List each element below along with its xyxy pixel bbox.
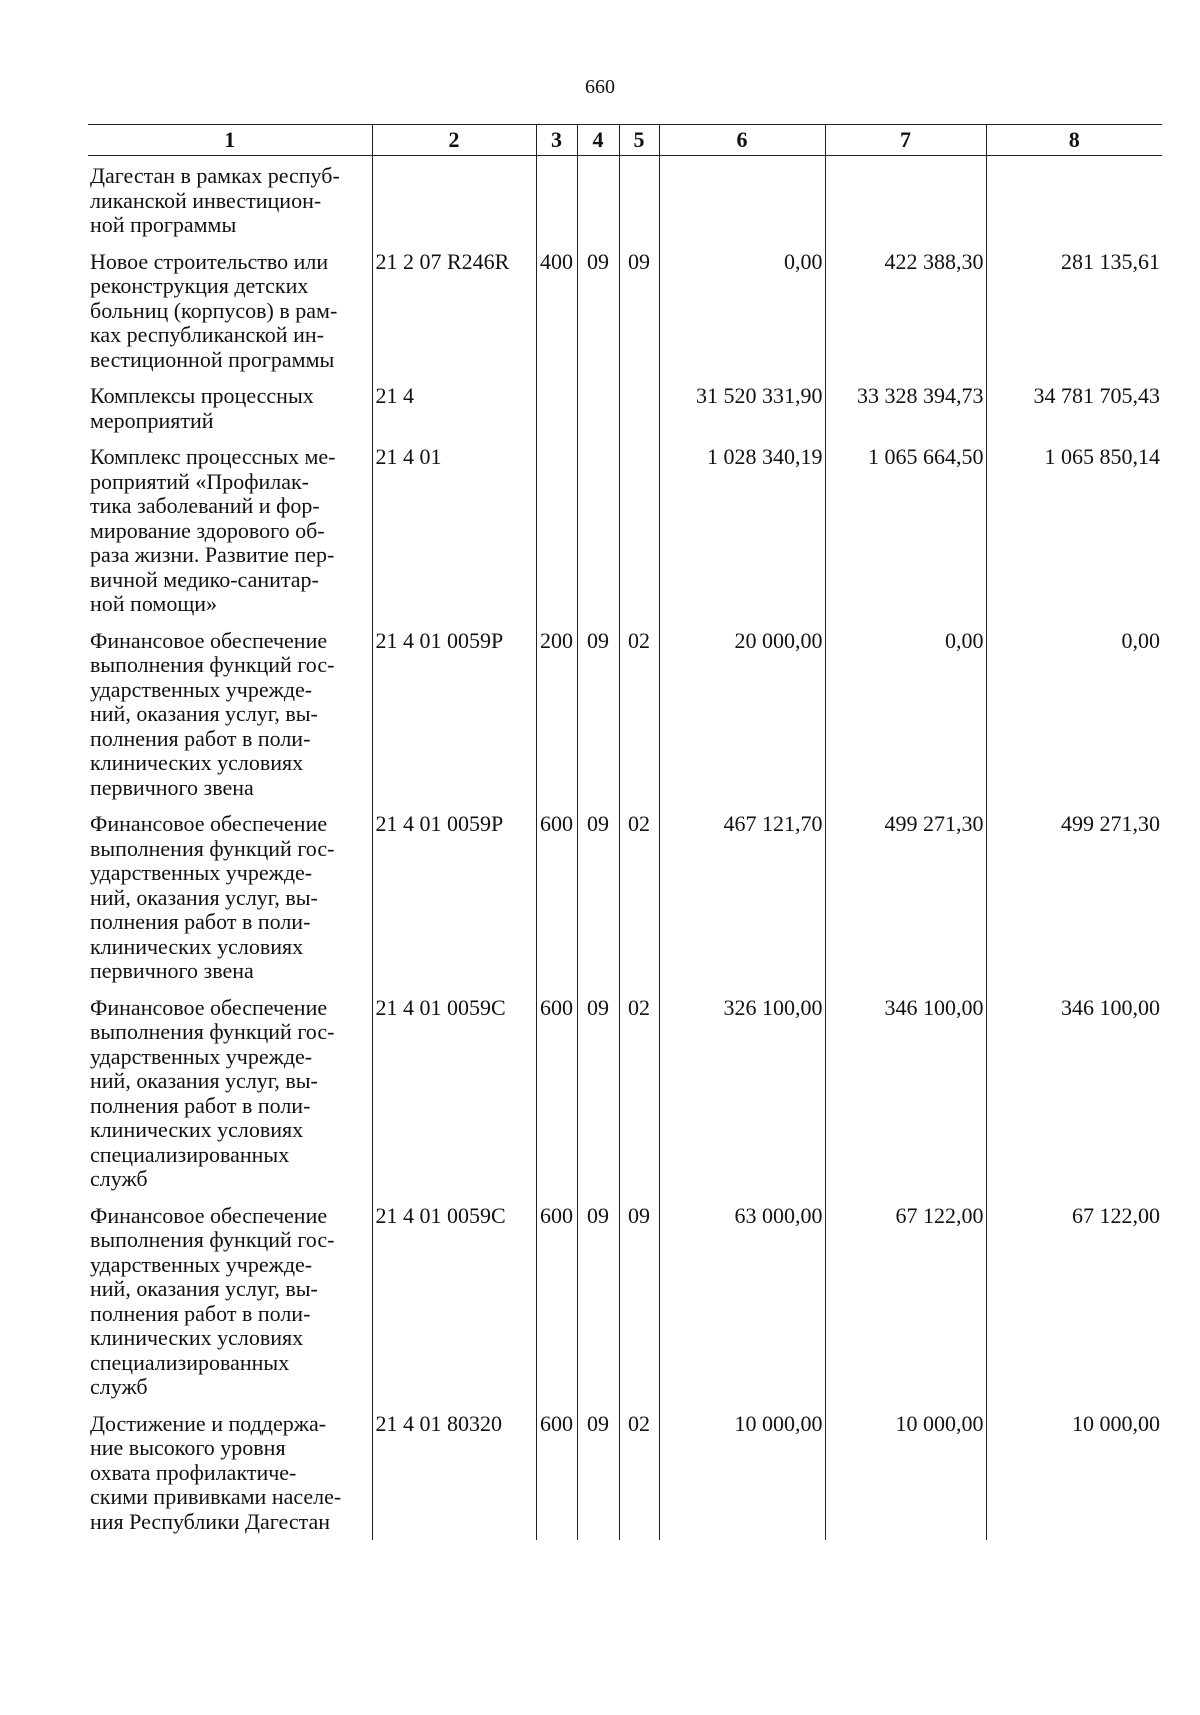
item-name-line: клинических условиях [90,750,304,775]
expense-type-code: 600 [536,1198,577,1406]
item-name-line: роприятий «Профилак- [90,468,310,494]
item-name-line: охвата профилактиче- [90,1459,297,1485]
column-header-6: 6 [659,125,825,156]
item-name-line: Дагестан в рамках респуб- [90,163,340,188]
classification-code: 21 2 07 R246R [372,244,536,379]
item-name-line: ний, оказания услуг, вы- [90,884,318,910]
item-name-line: ударственных учрежде- [90,676,313,702]
item-name-line: специализированных [90,1141,290,1167]
item-name-line: ударственных учрежде- [90,1251,313,1277]
expense-type-code: 200 [536,623,577,807]
item-name-line: тика заболеваний и фор- [90,493,320,518]
subsection-code: 09 [619,1198,659,1406]
item-name [88,378,372,439]
item-name-line: ках республиканской ин- [90,322,324,347]
subsection-code: 09 [619,244,659,379]
item-name-line: клинических условиях [90,933,304,959]
classification-code: 21 4 01 0059C [372,1198,536,1406]
table-row [88,1198,1162,1406]
item-name-line: первичного звена [90,774,254,800]
item-name-line: служб [90,1166,148,1191]
classification-code: 21 4 01 [372,439,536,623]
item-name-line: первичного звена [90,958,254,983]
classification-code: 21 4 01 0059P [372,806,536,990]
section-code: 09 [577,244,619,379]
expense-type-code: 400 [536,244,577,379]
amount-col-6: 10 000,00 [659,1406,825,1541]
item-name [88,806,372,990]
item-name [88,156,372,244]
item-name [88,244,372,379]
column-header-4: 4 [577,125,619,156]
item-name-line: специализированных [90,1349,290,1375]
item-name-line: Комплексы процессных [90,383,314,408]
expense-type-code [536,156,577,244]
section-code: 09 [577,990,619,1198]
section-code: 09 [577,806,619,990]
table-row [88,378,1162,439]
section-code: 09 [577,1198,619,1406]
item-name-line: ния Республики Дагестан [90,1508,331,1534]
item-name-line: скими прививками населе- [90,1484,342,1509]
column-header-1: 1 [88,125,372,156]
column-header-5: 5 [619,125,659,156]
amount-col-6: 31 520 331,90 [659,378,825,439]
amount-col-7 [825,156,986,244]
item-name-line: полнения работ в поли- [90,1300,311,1326]
amount-col-8: 281 135,61 [986,244,1162,379]
expense-type-code: 600 [536,806,577,990]
amount-col-7: 10 000,00 [825,1406,986,1541]
subsection-code: 02 [619,623,659,807]
item-name-line: служб [90,1374,148,1399]
item-name-line: ударственных учрежде- [90,860,313,885]
table-row [88,1406,1162,1541]
amount-col-8: 499 271,30 [986,806,1162,990]
item-name-line: ликанской инвестицион- [90,187,322,213]
column-header-8: 8 [986,125,1162,156]
item-name-line: выполнения функций гос- [90,1019,335,1044]
item-name-line: выполнения функций гос- [90,1227,335,1252]
item-name [88,990,372,1198]
item-name-line: Финансовое обеспечение [90,627,328,653]
expense-type-code: 600 [536,1406,577,1541]
amount-col-8: 346 100,00 [986,990,1162,1198]
classification-code: 21 4 01 0059C [372,990,536,1198]
amount-col-6: 467 121,70 [659,806,825,990]
table-row [88,244,1162,379]
amount-col-8: 1 065 850,14 [986,439,1162,623]
item-name [88,623,372,807]
item-name-line: ной помощи» [90,591,218,616]
item-name-line: полнения работ в поли- [90,909,311,934]
item-name-line: выполнения функций гос- [90,652,335,677]
table-row [88,156,1162,244]
item-name [88,1198,372,1406]
amount-col-8: 10 000,00 [986,1406,1162,1541]
classification-code: 21 4 [372,378,536,439]
item-name-line: Новое строительство или [90,248,329,274]
amount-col-6: 1 028 340,19 [659,439,825,623]
item-name-line: ударственных учрежде- [90,1043,313,1069]
section-code [577,439,619,623]
item-name-line: Финансовое обеспечение [90,811,328,836]
item-name-line: полнения работ в поли- [90,1092,311,1118]
expense-type-code [536,378,577,439]
item-name-line: Достижение и поддержа- [90,1410,327,1436]
item-name [88,1406,372,1541]
page-number: 660 [585,76,615,98]
amount-col-7: 422 388,30 [825,244,986,379]
item-name [88,439,372,623]
item-name-line: больниц (корпусов) в рам- [90,297,338,323]
item-name-line: ний, оказания услуг, вы- [90,1276,318,1301]
item-name-line: Финансовое обеспечение [90,994,328,1020]
amount-col-7: 33 328 394,73 [825,378,986,439]
item-name-line: мирование здорового об- [90,517,325,543]
amount-col-6: 63 000,00 [659,1198,825,1406]
subsection-code [619,378,659,439]
column-header-7: 7 [825,125,986,156]
budget-table [88,124,1162,1540]
amount-col-8: 0,00 [986,623,1162,807]
section-code [577,156,619,244]
item-name-line: Комплекс процессных ме- [90,444,336,469]
amount-col-7: 0,00 [825,623,986,807]
table-row [88,439,1162,623]
subsection-code: 02 [619,1406,659,1541]
item-name-line: полнения работ в поли- [90,725,311,751]
subsection-code: 02 [619,990,659,1198]
amount-col-8 [986,156,1162,244]
amount-col-6: 20 000,00 [659,623,825,807]
item-name-line: Финансовое обеспечение [90,1202,328,1228]
amount-col-6: 326 100,00 [659,990,825,1198]
item-name-line: ний, оказания услуг, вы- [90,1068,318,1093]
amount-col-7: 346 100,00 [825,990,986,1198]
item-name-line: раза жизни. Развитие пер- [90,542,335,567]
classification-code: 21 4 01 80320 [372,1406,536,1541]
item-name-line: вестиционной программы [90,346,335,372]
amount-col-7: 1 065 664,50 [825,439,986,623]
section-code: 09 [577,623,619,807]
table-row [88,806,1162,990]
classification-code: 21 4 01 0059P [372,623,536,807]
item-name-line: вичной медико-санитар- [90,566,319,592]
table-row [88,623,1162,807]
expense-type-code [536,439,577,623]
item-name-line: ной программы [90,212,237,237]
item-name-line: реконструкция детских [90,273,309,298]
table-row [88,990,1162,1198]
amount-col-6: 0,00 [659,244,825,379]
amount-col-8: 67 122,00 [986,1198,1162,1406]
classification-code [372,156,536,244]
table-body [88,156,1162,1541]
item-name-line: клинических условиях [90,1325,304,1350]
column-header-2: 2 [372,125,536,156]
amount-col-8: 34 781 705,43 [986,378,1162,439]
subsection-code [619,439,659,623]
section-code: 09 [577,1406,619,1541]
amount-col-6 [659,156,825,244]
item-name-line: клинических условиях [90,1117,304,1142]
item-name-line: выполнения функций гос- [90,835,335,861]
column-header-3: 3 [536,125,577,156]
section-code [577,378,619,439]
amount-col-7: 499 271,30 [825,806,986,990]
subsection-code [619,156,659,244]
item-name-line: мероприятий [90,407,214,433]
item-name-line: ний, оказания услуг, вы- [90,701,318,726]
table-header-row [88,125,1162,156]
item-name-line: ние высокого уровня [90,1435,286,1460]
amount-col-7: 67 122,00 [825,1198,986,1406]
expense-type-code: 600 [536,990,577,1198]
subsection-code: 02 [619,806,659,990]
